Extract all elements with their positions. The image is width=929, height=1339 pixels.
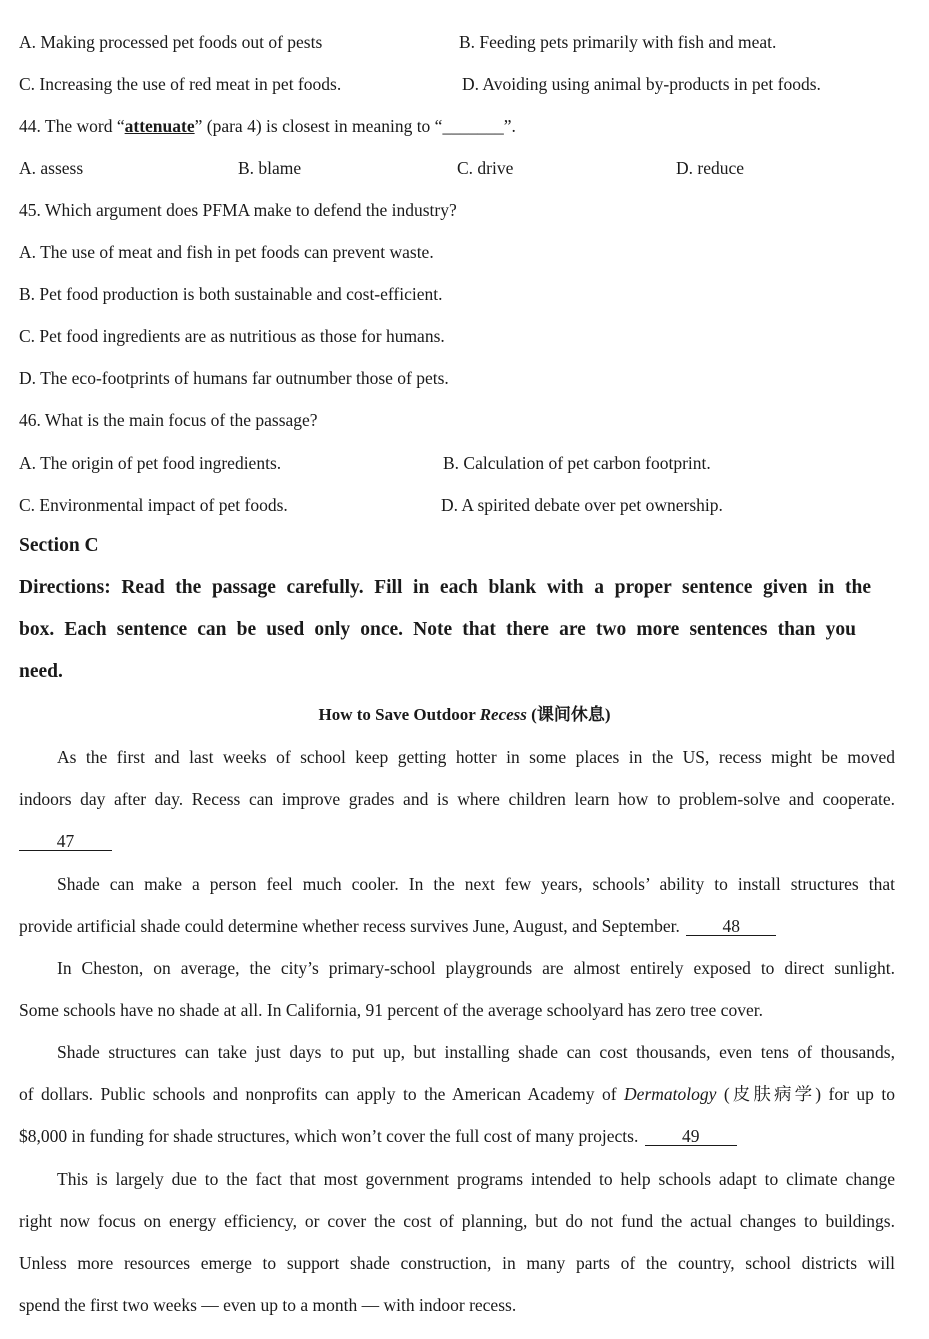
q45-stem: 45. Which argument does PFMA make to defend the industry? — [19, 200, 457, 220]
blank-48[interactable]: 48 — [686, 917, 776, 936]
q46-option-b: B. Calculation of pet carbon footprint. — [443, 453, 711, 473]
blank-49[interactable]: 49 — [645, 1127, 737, 1146]
q44-stem — [19, 115, 516, 137]
paragraph-2-line-2 — [19, 915, 776, 937]
blank-47-number: 47 — [19, 832, 112, 851]
q43-option-b: B. Feeding pets primarily with fish and meat. — [459, 32, 777, 52]
q46-option-d: D. A spirited debate over pet ownership. — [441, 495, 723, 515]
paragraph-4-line-3-text: $8,000 in funding for shade structures, which won’t cover the full cost of many projects. — [19, 1126, 639, 1146]
q46-stem: 46. What is the main focus of the passage? — [19, 410, 318, 430]
passage-title-pre: How to Save Outdoor — [318, 705, 480, 724]
q45-option-b: B. Pet food production is both sustainable and cost-efficient. — [19, 284, 443, 304]
blank-47[interactable] — [19, 830, 112, 852]
paragraph-5-line-1: This is largely due to the fact that most government programs intended to help schools adapt to climate change — [57, 1169, 895, 1189]
q44-option-c: C. drive — [457, 158, 514, 178]
directions-line-2: box. Each sentence can be used only once. Note that there are two more sentences than you — [19, 619, 856, 640]
q43-option-c: C. Increasing the use of red meat in pet foods. — [19, 74, 342, 94]
paragraph-5-line-2: right now focus on energy efficiency, or cover the cost of planning, but do not fund the actual changes to buildings. — [19, 1211, 895, 1231]
paragraph-4-line-3 — [19, 1125, 737, 1147]
q45-option-d: D. The eco-footprints of humans far outnumber those of pets. — [19, 368, 449, 388]
paragraph-4-line-2 — [19, 1083, 895, 1105]
q46-option-c: C. Environmental impact of pet foods. — [19, 495, 288, 515]
paragraph-5-line-4: spend the first two weeks — even up to a month — with indoor recess. — [19, 1295, 517, 1315]
q46-option-a: A. The origin of pet food ingredients. — [19, 453, 282, 473]
q44-stem-pre: 44. The word “ — [19, 116, 125, 136]
paragraph-4-line-2-pre: of dollars. Public schools and nonprofits can apply to the American Academy of — [19, 1084, 625, 1104]
q45-option-a: A. The use of meat and fish in pet foods can prevent waste. — [19, 242, 434, 262]
paragraph-1-line-1: As the first and last weeks of school keep getting hotter in some places in the US, recess might be moved — [57, 747, 895, 767]
paragraph-2-line-1: Shade can make a person feel much cooler. In the next few years, schools’ ability to install structures that — [57, 874, 895, 894]
paragraph-5-line-3: Unless more resources emerge to support shade construction, in many parts of the country, school districts will — [19, 1253, 895, 1273]
q45-option-c: C. Pet food ingredients are as nutritious as those for humans. — [19, 326, 445, 346]
q44-keyword: attenuate — [124, 116, 195, 136]
q43-option-a: A. Making processed pet foods out of pests — [19, 32, 323, 52]
q44-option-d: D. reduce — [676, 158, 745, 178]
directions-line-1: Directions: Read the passage carefully. Fill in each blank with a proper sentence given in the — [19, 577, 871, 598]
q43-option-d: D. Avoiding using animal by-products in pet foods. — [462, 74, 821, 94]
q44-option-a: A. assess — [19, 158, 84, 178]
q44-option-b: B. blame — [238, 158, 302, 178]
paragraph-3-line-1: In Cheston, on average, the city’s primary-school playgrounds are almost entirely exposed to direct sunlight. — [57, 958, 895, 978]
passage-title-italic: Recess — [479, 705, 527, 724]
paragraph-2-line-2-text: provide artificial shade could determine whether recess survives June, August, and September. — [19, 916, 680, 936]
paragraph-3-line-2: Some schools have no shade at all. In California, 91 percent of the average schoolyard has zero tree cover. — [19, 1000, 763, 1020]
section-heading: Section C — [19, 535, 99, 556]
paragraph-1-line-2: indoors day after day. Recess can improve grades and is where children learn how to problem-solve and cooperate. — [19, 789, 895, 809]
q44-stem-post: ” (para 4) is closest in meaning to “_______”. — [194, 116, 516, 136]
directions-line-3: need. — [19, 661, 63, 682]
paragraph-4-line-2-post: (皮肤病学) for up to — [716, 1084, 895, 1104]
passage-title-post: (课间休息) — [526, 705, 611, 724]
passage-title — [0, 704, 929, 726]
paragraph-4-line-1: Shade structures can take just days to put up, but installing shade can cost thousands, even tens of thousands, — [57, 1042, 895, 1062]
dermatology-term: Dermatology — [624, 1084, 717, 1104]
